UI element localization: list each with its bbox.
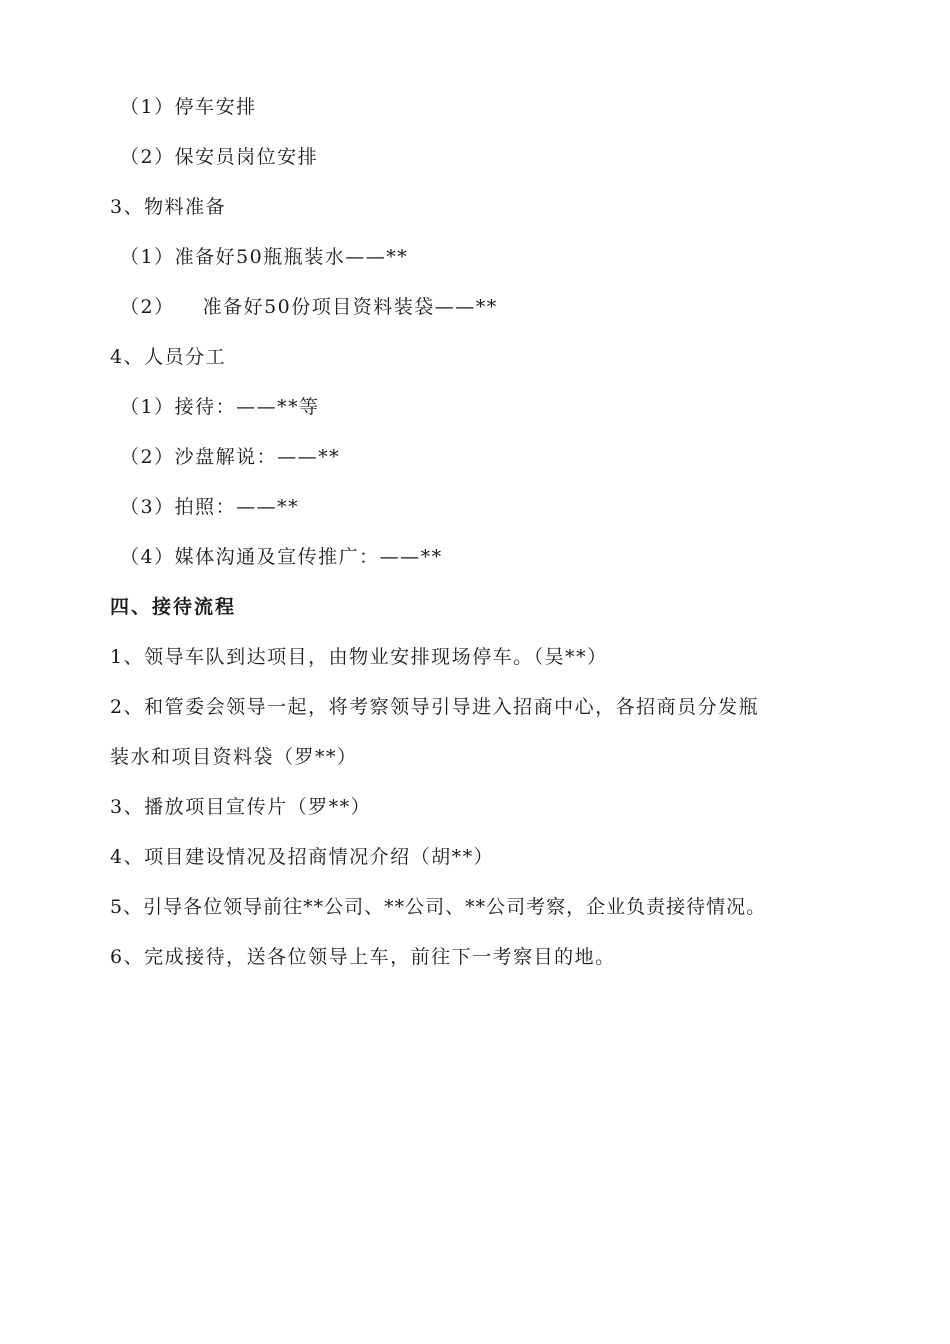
section-item: 4、人员分工 [110,346,227,368]
section-item: 3、物料准备 [110,196,227,218]
list-item: （4）媒体沟通及宣传推广：——** [120,546,443,568]
list-item [120,295,498,319]
paragraph-line: 5、引导各位领导前往**公司、**公司、**公司考察，企业负责接待情况。 [110,896,767,918]
list-item: （1）准备好50瓶瓶装水——** [120,246,409,268]
list-item: （1）停车安排 [120,96,257,118]
section-heading: 四、接待流程 [110,596,237,618]
list-item: （1）接待：——**等 [120,396,320,418]
paragraph-line: 3、播放项目宣传片（罗**） [110,796,372,818]
paragraph-line: 2、和管委会领导一起，将考察领导引导进入招商中心，各招商员分发瓶 [110,696,760,718]
list-item: （2）保安员岗位安排 [120,146,319,168]
list-item-number: （2） [120,296,175,318]
paragraph-line: 6、完成接待，送各位领导上车，前往下一考察目的地。 [110,946,616,968]
paragraph-line: 1、领导车队到达项目，由物业安排现场停车。（吴**） [110,646,608,668]
list-item: （2）沙盘解说：——** [120,446,341,468]
paragraph-line: 4、项目建设情况及招商情况介绍（胡**） [110,846,495,868]
list-item-text: 准备好50份项目资料装袋——** [202,296,498,318]
list-item: （3）拍照：——** [120,496,300,518]
paragraph-line: 装水和项目资料袋（罗**） [110,746,358,768]
